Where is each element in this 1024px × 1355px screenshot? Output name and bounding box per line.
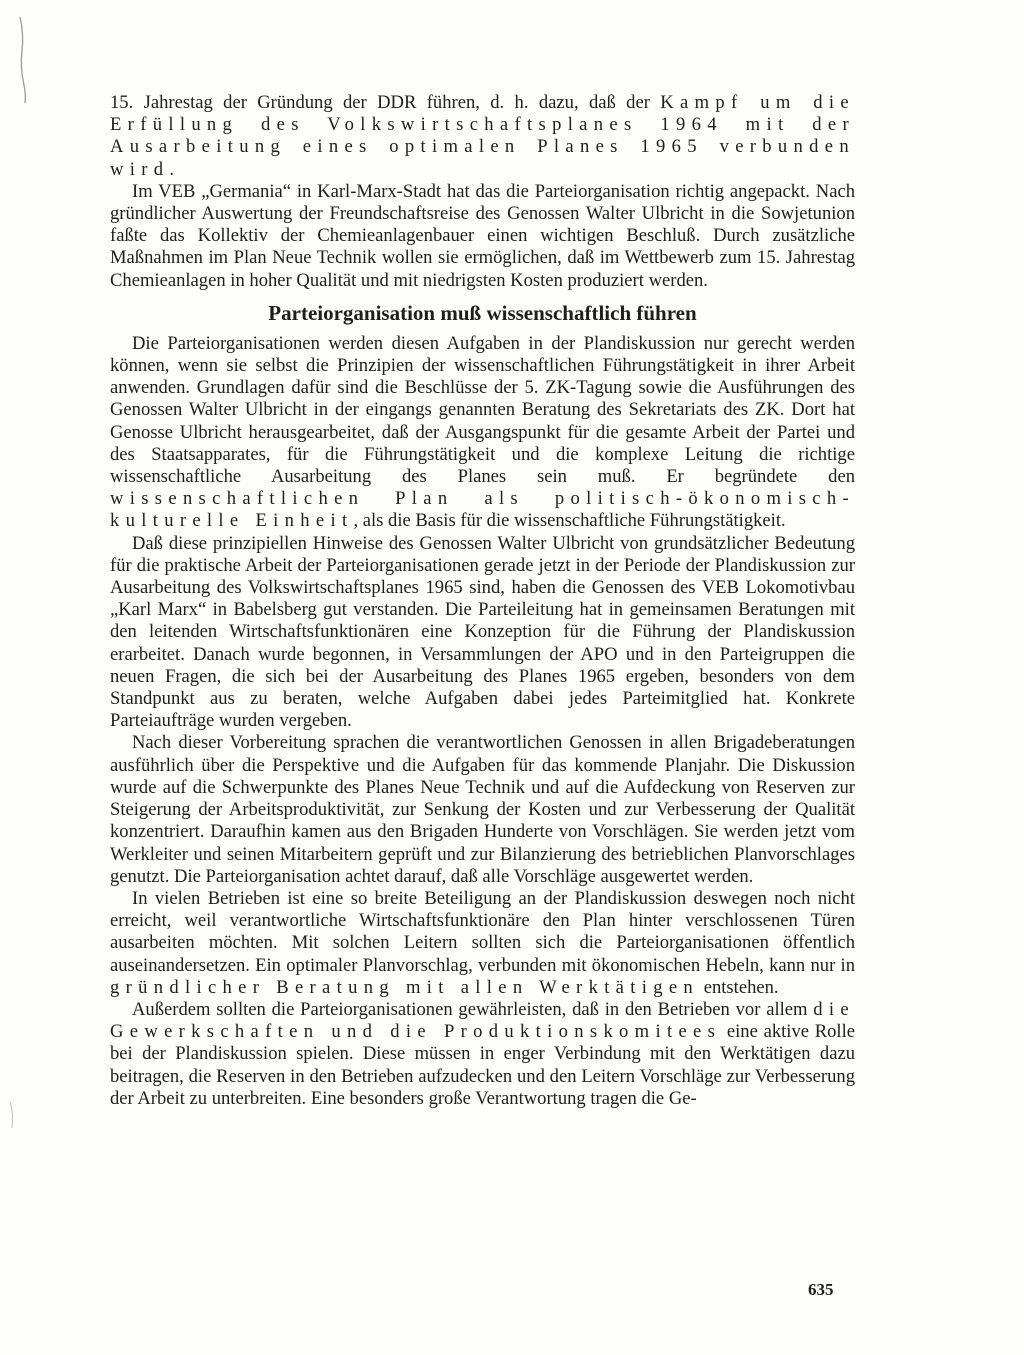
margin-pencil-mark bbox=[14, 15, 34, 105]
parteiorg-emphasis: wissenschaftlichen Plan als politisch-ökonomisch-kulturelle Einheit bbox=[110, 488, 855, 532]
ausserdem-emphasis: die Gewerkschaften und die Produktionskomitees bbox=[110, 998, 855, 1043]
intro-text: 15. Jahrestag der Gründung der DDR führen, d. h. dazu, daß der bbox=[110, 92, 661, 113]
paragraph-babelsberg: Daß diese prinzipiellen Hinweise des Genossen Walter Ulbricht von grundsätzlicher Bedeutung für die praktische Arbeit der Parteiorganisationen gerade jetzt in der Periode der Plandiskussion zur Ausarbeitung des Volkswirtschaftsplanes 1965 sind, haben die Genossen des VEB Lokomotivbau „Karl Marx“ in Babelsberg gut verstanden. Die Parteileitung hat in gemeinsamen Beratungen mit den leitenden Wirtschaftsfunktionären eine Konzeption für die Führung der Plandiskussion erarbeitet. Danach wurde begonnen, in Versammlungen der APO und in den Parteigruppen die neuen Fragen, die sich bei der Ausarbeitung des Planes 1965 ergeben, besonders von dem Standpunkt aus zu beraten, welche Aufgaben dabei jedes Parteimitglied hat. Konkrete Parteiaufträge wurden vergeben. bbox=[110, 532, 855, 732]
paragraph-intro bbox=[110, 92, 855, 181]
betrieben-text-b: entstehen. bbox=[699, 976, 779, 998]
page-number: 635 bbox=[808, 1280, 834, 1299]
parteiorg-text-b: , als die Basis für die wissenschaftliche Führungstätigkeit. bbox=[353, 510, 786, 532]
paragraph-betrieben bbox=[110, 888, 855, 999]
paragraph-vorbereitung: Nach dieser Vorbereitung sprachen die verantwortlichen Genossen in allen Brigadeberatungen ausführlich über die Perspektive und die Aufgaben für das kommende Planjahr. Die Diskussion wurde auf die Schwerpunkte des Planes Neue Technik und auf die Aufdeckung von Reserven zur Steigerung der Arbeitsproduktivität, zur Senkung der Kosten und zur Verbesserung der Qualität konzentriert. Daraufhin kamen aus den Brigaden Hunderte von Vorschlägen. Sie werden jetzt vom Werkleiter und seinen Mitarbeitern geprüft und zur Bilanzierung des betrieblichen Planvorschlages genutzt. Die Parteiorganisation achtet darauf, daß alle Vorschläge ausgewertet werden. bbox=[110, 732, 855, 887]
ausserdem-text-b: eine aktive Rolle bei der Plandiskussion spielen. Diese müssen in enger Verbindung mit den Werktätigen dazu beitragen, die Reserven in den Betrieben aufzudecken und den Leitern Vorschläge zur Verbesserung der Arbeit zu unterbreiten. Eine besonders große Verantwortung tragen die Ge- bbox=[110, 1021, 855, 1109]
betrieben-text-a: In vielen Betrieben ist eine so breite Beteiligung an der Plandiskussion deswegen noch nicht erreicht, weil verantwortliche Wirtschaftsfunktionäre den Plan hinter verschlossenen Türen ausarbeiten möchten. Mit solchen Leitern sollten sich die Parteiorganisationen öffentlich auseinandersetzen. Ein optimaler Planvorschlag, verbunden mit ökonomischen Hebeln, kann nur in bbox=[110, 887, 855, 976]
paragraph-germania: Im VEB „Germania“ in Karl-Marx-Stadt hat das die Parteiorganisation richtig angepackt. Nach gründlicher Auswertung der Freundschaftsreise des Genossen Walter Ulbricht in die Sowjetunion faßte das Kollektiv der Chemieanlagenbauer einen wichtigen Beschluß. Durch zusätzliche Maßnahmen im Plan Neue Technik wollen sie ermöglichen, daß im Wettbewerb zum 15. Jahrestag Chemieanlagen in hoher Qualität und mit niedrigsten Kosten produziert werden. bbox=[110, 180, 855, 291]
intro-emphasis: Kampf um die Erfüllung des Volkswirtschaftsplanes 1964 mit der Ausarbeitung eines optimalen Planes 1965 verbunden wird bbox=[110, 92, 855, 180]
ausserdem-text-a: Außerdem sollten die Parteiorganisationen gewährleisten, daß in den Betrieben vor allem bbox=[132, 998, 814, 1020]
body-text bbox=[110, 92, 855, 1110]
parteiorg-text-a: Die Parteiorganisationen werden diesen Aufgaben in der Plandiskussion nur gerecht werden können, wenn sie selbst die Prinzipien der wissenschaftlichen Führungstätigkeit in ihrer Arbeit anwenden. Grundlagen dafür sind die Beschlüsse der 5. ZK-Tagung sowie die Ausführungen des Genossen Walter Ulbricht in der eingangs genannten Beratung des Sekretariats des ZK. Dort hat Genosse Ulbricht herausgearbeitet, daß der Ausgangspunkt für die gesamte Arbeit der Partei und des Staatsapparates, für die Führungstätigkeit und die komplexe Leitung die richtige wissenschaftliche Ausarbeitung des Planes sein muß. Er begründete den bbox=[110, 332, 855, 488]
section-heading: Parteiorganisation muß wissenschaftlich führen bbox=[268, 300, 697, 325]
paragraph-parteiorganisationen bbox=[110, 333, 855, 533]
margin-speck bbox=[6, 1100, 20, 1130]
intro-end: . bbox=[169, 158, 175, 180]
paragraph-ausserdem bbox=[110, 999, 855, 1110]
betrieben-emphasis: gründlicher Beratung mit allen Werktätigen bbox=[110, 976, 700, 998]
